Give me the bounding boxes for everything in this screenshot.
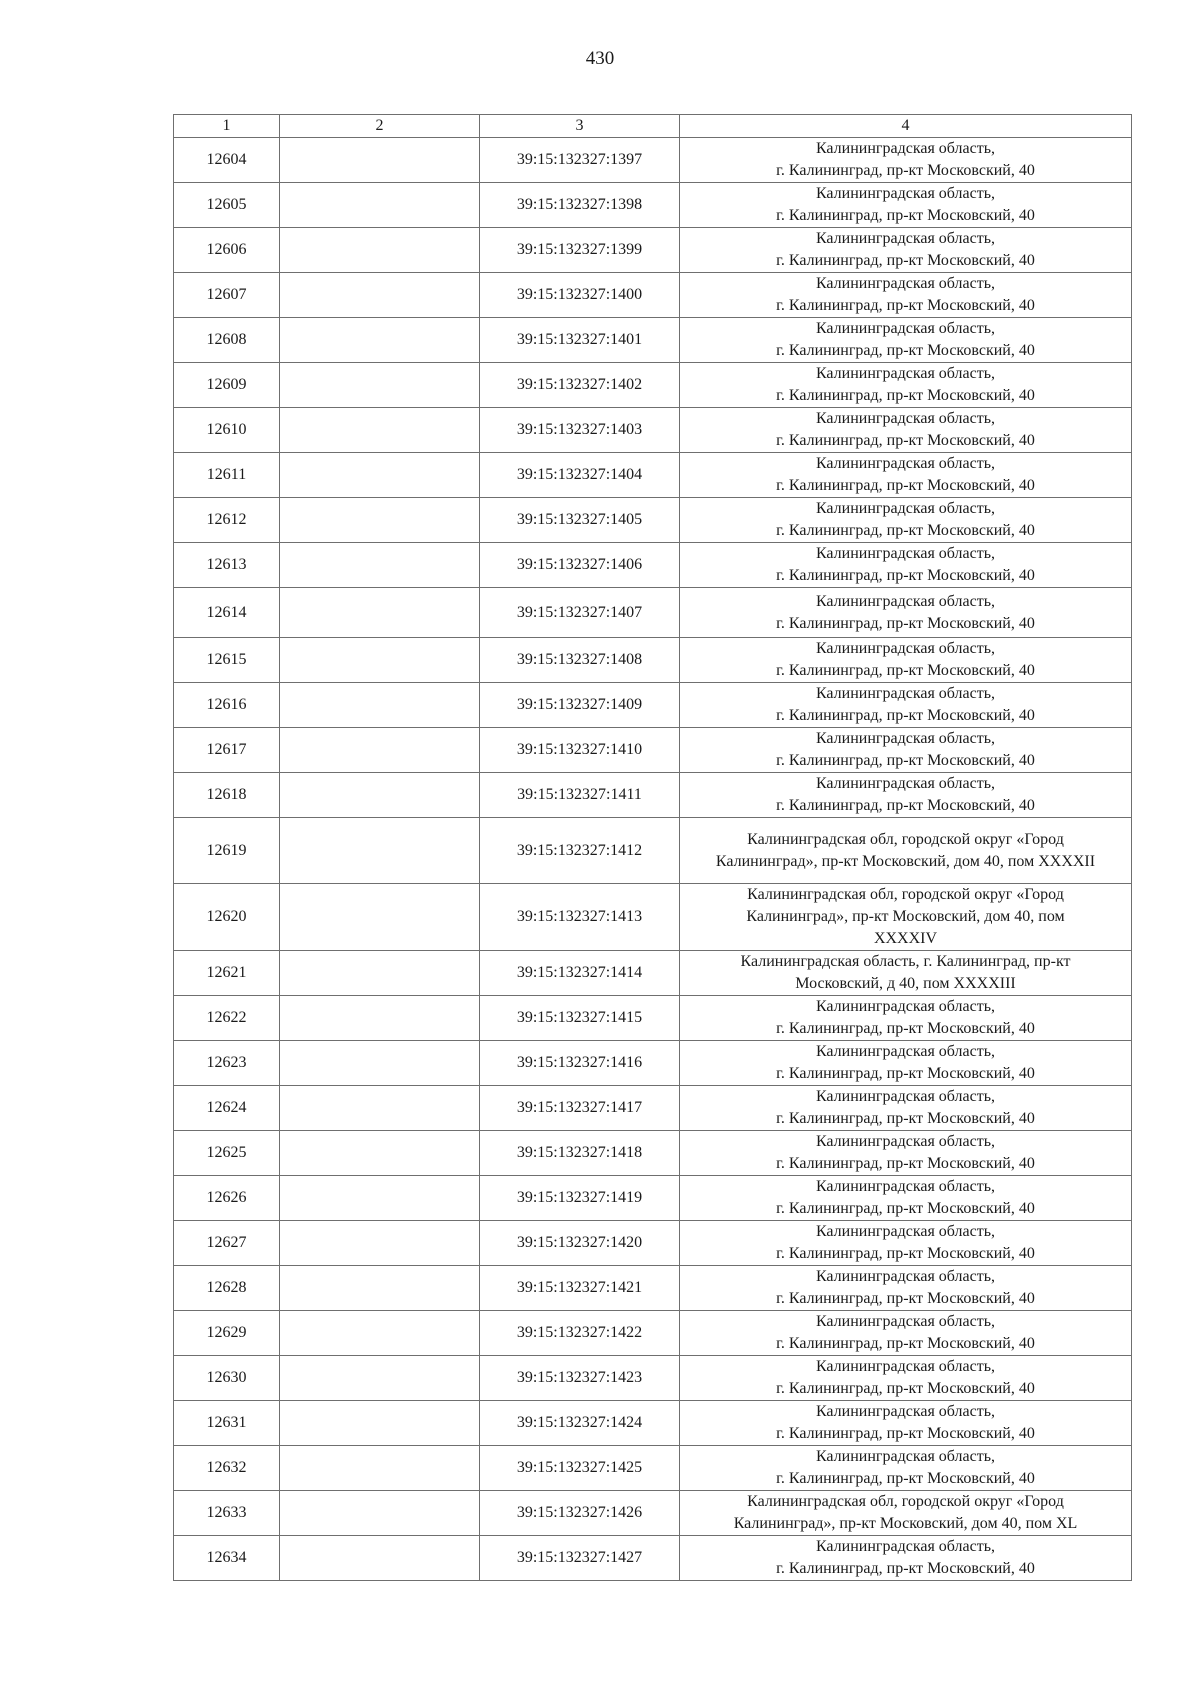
cell-cadastral-number: 39:15:132327:1404 bbox=[480, 453, 680, 498]
cell-cadastral-number: 39:15:132327:1405 bbox=[480, 498, 680, 543]
cell-cadastral-number: 39:15:132327:1423 bbox=[480, 1356, 680, 1401]
cell-cadastral-number: 39:15:132327:1400 bbox=[480, 273, 680, 318]
table-row bbox=[174, 1536, 1132, 1581]
table-row bbox=[174, 138, 1132, 183]
column-header-3: 3 bbox=[480, 115, 680, 138]
table-row bbox=[174, 543, 1132, 588]
cell-cadastral-number: 39:15:132327:1421 bbox=[480, 1266, 680, 1311]
table-row bbox=[174, 1041, 1132, 1086]
cell-address: Калининградская область, г. Калининград, пр-кт Московский, 40 bbox=[680, 228, 1132, 273]
table-row bbox=[174, 1401, 1132, 1446]
cell-column-2 bbox=[280, 1536, 480, 1581]
cell-column-2 bbox=[280, 951, 480, 996]
cell-column-2 bbox=[280, 408, 480, 453]
cell-address: Калининградская обл, городской округ «Город Калининград», пр-кт Московский, дом 40, пом XXXXII bbox=[680, 818, 1132, 884]
cell-cadastral-number: 39:15:132327:1397 bbox=[480, 138, 680, 183]
cell-column-2 bbox=[280, 363, 480, 408]
table-row bbox=[174, 183, 1132, 228]
cell-cadastral-number: 39:15:132327:1410 bbox=[480, 728, 680, 773]
table-row bbox=[174, 1491, 1132, 1536]
cell-cadastral-number: 39:15:132327:1415 bbox=[480, 996, 680, 1041]
page-number: 430 bbox=[585, 48, 615, 69]
cell-address: Калининградская область, г. Калининград, пр-кт Московский, 40 bbox=[680, 683, 1132, 728]
cell-column-2 bbox=[280, 1491, 480, 1536]
cell-cadastral-number: 39:15:132327:1411 bbox=[480, 773, 680, 818]
table-row bbox=[174, 1446, 1132, 1491]
table-row bbox=[174, 884, 1132, 951]
table-row bbox=[174, 273, 1132, 318]
cell-number: 12619 bbox=[174, 818, 280, 884]
table-row bbox=[174, 498, 1132, 543]
cell-address: Калининградская область, г. Калининград, пр-кт Московский, 40 bbox=[680, 1311, 1132, 1356]
cell-column-2 bbox=[280, 638, 480, 683]
cell-column-2 bbox=[280, 1221, 480, 1266]
table-row bbox=[174, 1311, 1132, 1356]
table-row bbox=[174, 1131, 1132, 1176]
cell-column-2 bbox=[280, 183, 480, 228]
cell-address: Калининградская область, г. Калининград, пр-кт Московский, 40 bbox=[680, 138, 1132, 183]
cell-column-2 bbox=[280, 1401, 480, 1446]
column-header-2: 2 bbox=[280, 115, 480, 138]
cell-number: 12621 bbox=[174, 951, 280, 996]
cell-column-2 bbox=[280, 1041, 480, 1086]
cell-cadastral-number: 39:15:132327:1416 bbox=[480, 1041, 680, 1086]
cell-address: Калининградская обл, городской округ «Город Калининград», пр-кт Московский, дом 40, пом XL bbox=[680, 1491, 1132, 1536]
cell-cadastral-number: 39:15:132327:1398 bbox=[480, 183, 680, 228]
cell-address: Калининградская область, г. Калининград, пр-кт Московский, 40 bbox=[680, 1356, 1132, 1401]
cell-number: 12631 bbox=[174, 1401, 280, 1446]
table-body bbox=[174, 115, 1132, 1581]
cell-address: Калининградская область, г. Калининград, пр-кт Московский, 40 bbox=[680, 773, 1132, 818]
table-row bbox=[174, 951, 1132, 996]
table-row bbox=[174, 1221, 1132, 1266]
cell-address: Калининградская область, г. Калининград, пр-кт Московский, 40 bbox=[680, 996, 1132, 1041]
table-row bbox=[174, 408, 1132, 453]
cell-cadastral-number: 39:15:132327:1412 bbox=[480, 818, 680, 884]
cell-number: 12630 bbox=[174, 1356, 280, 1401]
table-row bbox=[174, 1266, 1132, 1311]
cell-cadastral-number: 39:15:132327:1420 bbox=[480, 1221, 680, 1266]
cell-number: 12606 bbox=[174, 228, 280, 273]
cell-column-2 bbox=[280, 318, 480, 363]
data-table bbox=[173, 114, 1132, 1581]
cell-column-2 bbox=[280, 138, 480, 183]
cell-cadastral-number: 39:15:132327:1426 bbox=[480, 1491, 680, 1536]
cell-address: Калининградская область, г. Калининград, пр-кт Московский, 40 bbox=[680, 588, 1132, 638]
cell-column-2 bbox=[280, 728, 480, 773]
table-row bbox=[174, 638, 1132, 683]
cell-cadastral-number: 39:15:132327:1402 bbox=[480, 363, 680, 408]
table-row bbox=[174, 228, 1132, 273]
table-row bbox=[174, 1086, 1132, 1131]
cell-number: 12607 bbox=[174, 273, 280, 318]
cell-number: 12617 bbox=[174, 728, 280, 773]
cell-address: Калининградская область, г. Калининград, пр-кт Московский, 40 bbox=[680, 543, 1132, 588]
cell-cadastral-number: 39:15:132327:1413 bbox=[480, 884, 680, 951]
cell-column-2 bbox=[280, 588, 480, 638]
cell-address: Калининградская область, г. Калининград, пр-кт Московский, 40 bbox=[680, 1041, 1132, 1086]
cell-number: 12626 bbox=[174, 1176, 280, 1221]
cell-address: Калининградская область, г. Калининград, пр-кт Московский, 40 bbox=[680, 1086, 1132, 1131]
cell-cadastral-number: 39:15:132327:1401 bbox=[480, 318, 680, 363]
table-row bbox=[174, 773, 1132, 818]
cell-cadastral-number: 39:15:132327:1424 bbox=[480, 1401, 680, 1446]
cell-column-2 bbox=[280, 1446, 480, 1491]
cell-column-2 bbox=[280, 1131, 480, 1176]
cell-cadastral-number: 39:15:132327:1408 bbox=[480, 638, 680, 683]
cell-cadastral-number: 39:15:132327:1418 bbox=[480, 1131, 680, 1176]
cell-cadastral-number: 39:15:132327:1419 bbox=[480, 1176, 680, 1221]
cell-address: Калининградская обл, городской округ «Город Калининград», пр-кт Московский, дом 40, пом XXXXIV bbox=[680, 884, 1132, 951]
cell-number: 12624 bbox=[174, 1086, 280, 1131]
column-header-1: 1 bbox=[174, 115, 280, 138]
cell-number: 12613 bbox=[174, 543, 280, 588]
cell-number: 12618 bbox=[174, 773, 280, 818]
cell-number: 12614 bbox=[174, 588, 280, 638]
cell-cadastral-number: 39:15:132327:1414 bbox=[480, 951, 680, 996]
cell-address: Калининградская область, г. Калининград, пр-кт Московский, 40 bbox=[680, 638, 1132, 683]
cell-number: 12633 bbox=[174, 1491, 280, 1536]
cell-column-2 bbox=[280, 228, 480, 273]
table-row bbox=[174, 1176, 1132, 1221]
cell-address: Калининградская область, г. Калининград, пр-кт Московский, 40 bbox=[680, 1176, 1132, 1221]
cell-address: Калининградская область, г. Калининград, пр-кт Московский, 40 bbox=[680, 273, 1132, 318]
cell-address: Калининградская область, г. Калининград, пр-кт Московский, 40 bbox=[680, 1266, 1132, 1311]
cell-address: Калининградская область, г. Калининград, пр-кт Московский, 40 bbox=[680, 318, 1132, 363]
cell-cadastral-number: 39:15:132327:1409 bbox=[480, 683, 680, 728]
cell-number: 12623 bbox=[174, 1041, 280, 1086]
cell-number: 12620 bbox=[174, 884, 280, 951]
cell-column-2 bbox=[280, 773, 480, 818]
cell-number: 12622 bbox=[174, 996, 280, 1041]
table-row bbox=[174, 996, 1132, 1041]
table-row bbox=[174, 1356, 1132, 1401]
cell-address: Калининградская область, г. Калининград, пр-кт Московский, 40 bbox=[680, 1401, 1132, 1446]
cell-column-2 bbox=[280, 1086, 480, 1131]
cell-column-2 bbox=[280, 996, 480, 1041]
cell-column-2 bbox=[280, 1176, 480, 1221]
cell-number: 12611 bbox=[174, 453, 280, 498]
table-row bbox=[174, 683, 1132, 728]
cell-number: 12604 bbox=[174, 138, 280, 183]
cell-number: 12616 bbox=[174, 683, 280, 728]
cell-cadastral-number: 39:15:132327:1417 bbox=[480, 1086, 680, 1131]
table-row bbox=[174, 728, 1132, 773]
cell-column-2 bbox=[280, 1356, 480, 1401]
cell-address: Калининградская область, г. Калининград, пр-кт Московский, 40 bbox=[680, 1221, 1132, 1266]
cell-column-2 bbox=[280, 273, 480, 318]
cell-cadastral-number: 39:15:132327:1425 bbox=[480, 1446, 680, 1491]
cell-number: 12632 bbox=[174, 1446, 280, 1491]
cell-address: Калининградская область, г. Калининград, пр-кт Московский, д 40, пом XXXXIII bbox=[680, 951, 1132, 996]
cell-number: 12628 bbox=[174, 1266, 280, 1311]
cell-number: 12609 bbox=[174, 363, 280, 408]
cell-number: 12634 bbox=[174, 1536, 280, 1581]
cell-address: Калининградская область, г. Калининград, пр-кт Московский, 40 bbox=[680, 183, 1132, 228]
table-row bbox=[174, 588, 1132, 638]
cell-column-2 bbox=[280, 453, 480, 498]
cell-address: Калининградская область, г. Калининград, пр-кт Московский, 40 bbox=[680, 408, 1132, 453]
column-header-4: 4 bbox=[680, 115, 1132, 138]
cell-column-2 bbox=[280, 1311, 480, 1356]
cell-cadastral-number: 39:15:132327:1427 bbox=[480, 1536, 680, 1581]
cell-number: 12627 bbox=[174, 1221, 280, 1266]
cell-number: 12629 bbox=[174, 1311, 280, 1356]
cell-number: 12615 bbox=[174, 638, 280, 683]
cell-number: 12605 bbox=[174, 183, 280, 228]
cell-address: Калининградская область, г. Калининград, пр-кт Московский, 40 bbox=[680, 1536, 1132, 1581]
cell-column-2 bbox=[280, 498, 480, 543]
table-row bbox=[174, 363, 1132, 408]
cell-column-2 bbox=[280, 543, 480, 588]
cell-address: Калининградская область, г. Калининград, пр-кт Московский, 40 bbox=[680, 728, 1132, 773]
cell-number: 12612 bbox=[174, 498, 280, 543]
table-row bbox=[174, 318, 1132, 363]
table-header-row bbox=[174, 115, 1132, 138]
cell-address: Калининградская область, г. Калининград, пр-кт Московский, 40 bbox=[680, 363, 1132, 408]
cell-column-2 bbox=[280, 818, 480, 884]
cell-number: 12625 bbox=[174, 1131, 280, 1176]
cell-cadastral-number: 39:15:132327:1407 bbox=[480, 588, 680, 638]
cell-address: Калининградская область, г. Калининград, пр-кт Московский, 40 bbox=[680, 498, 1132, 543]
cell-cadastral-number: 39:15:132327:1422 bbox=[480, 1311, 680, 1356]
table-row bbox=[174, 818, 1132, 884]
cell-column-2 bbox=[280, 1266, 480, 1311]
cell-column-2 bbox=[280, 884, 480, 951]
cell-number: 12610 bbox=[174, 408, 280, 453]
cell-cadastral-number: 39:15:132327:1399 bbox=[480, 228, 680, 273]
cell-cadastral-number: 39:15:132327:1406 bbox=[480, 543, 680, 588]
cell-address: Калининградская область, г. Калининград, пр-кт Московский, 40 bbox=[680, 453, 1132, 498]
cell-number: 12608 bbox=[174, 318, 280, 363]
cell-address: Калининградская область, г. Калининград, пр-кт Московский, 40 bbox=[680, 1131, 1132, 1176]
cell-cadastral-number: 39:15:132327:1403 bbox=[480, 408, 680, 453]
cell-address: Калининградская область, г. Калининград, пр-кт Московский, 40 bbox=[680, 1446, 1132, 1491]
cell-column-2 bbox=[280, 683, 480, 728]
table-row bbox=[174, 453, 1132, 498]
